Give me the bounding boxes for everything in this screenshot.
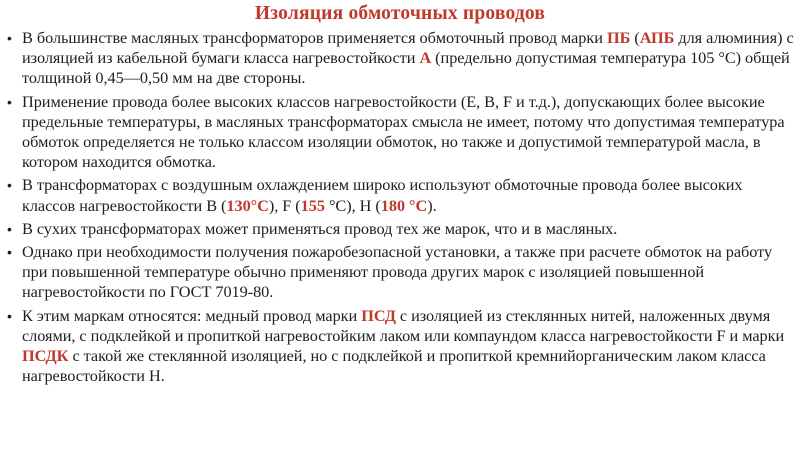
bullet-text: с изоляцией из стеклянных нитей, наложенных двумя слоями, с подклейкой и пропиткой нагревостойким лаком или компаундом класса нагревостойкости F и марки bbox=[22, 305, 785, 345]
bullet-item bbox=[6, 175, 794, 215]
page-title: Изоляция обмоточных проводов bbox=[254, 3, 546, 24]
bullet-item bbox=[6, 92, 794, 173]
bullet-text: Применение провода более высоких классов нагревостойкости (Е, В, F и т.д.), допускающих более высокие предельные температуры, в масляных трансформаторах смысла не имеет, потому что допустимая температура обмоток определяется не только классом изоляции обмоток, но также и допустимой температурой масла, в котором находится обмотка. bbox=[22, 91, 785, 172]
bullet-text: ( bbox=[630, 28, 640, 47]
highlighted-term: АПБ bbox=[639, 28, 675, 47]
bullet-text: В большинстве масляных трансформаторов применяется обмоточный провод марки bbox=[22, 28, 607, 47]
bullet-text: для алюминия) с изоляцией из кабельной бумаги класса нагревостойкости bbox=[22, 28, 794, 68]
bullet-text: В сухих трансформаторах может применяться провод тех же марок, что и в масляных. bbox=[22, 218, 618, 238]
bullet-list bbox=[6, 28, 794, 389]
bullet-text: °С), Н ( bbox=[324, 195, 381, 215]
bullet-text: Однако при необходимости получения пожаробезопасной установки, а также при расчете обмоток на работу при повышенной температуре обычно применяют провода других марок с изоляцией повышенной нагревостойкости по ГОСТ 7019-80. bbox=[22, 242, 773, 302]
highlighted-term: ПБ bbox=[606, 28, 631, 47]
bullet-text: К этим маркам относятся: медный провод марки bbox=[22, 305, 362, 325]
highlighted-term: 180 °С bbox=[380, 195, 428, 215]
bullet-item bbox=[6, 28, 794, 89]
bullet-text: (предельно допустимая температура 105 °С) общей толщиной 0,45—0,50 мм на две стороны. bbox=[22, 48, 790, 88]
bullet-text: ), F ( bbox=[268, 195, 301, 215]
bullet-item bbox=[6, 219, 794, 239]
highlighted-term: А bbox=[419, 48, 432, 68]
bullet-item bbox=[6, 242, 794, 303]
bullet-text: с такой же стеклянной изоляцией, но с подклейкой и пропиткой кремнийорганическим лаком класса нагревостойкости Н. bbox=[22, 346, 766, 386]
bullet-text: ). bbox=[427, 195, 437, 215]
highlighted-term: ПСДК bbox=[22, 346, 69, 366]
bullet-text: В трансформаторах с воздушным охлаждением широко используют обмоточные провода более высоких классов нагревостойкости В ( bbox=[22, 175, 743, 215]
bullet-item bbox=[6, 306, 794, 387]
highlighted-term: 130°С bbox=[226, 195, 269, 215]
highlighted-term: 155 bbox=[300, 195, 325, 215]
highlighted-term: ПСД bbox=[361, 305, 396, 325]
